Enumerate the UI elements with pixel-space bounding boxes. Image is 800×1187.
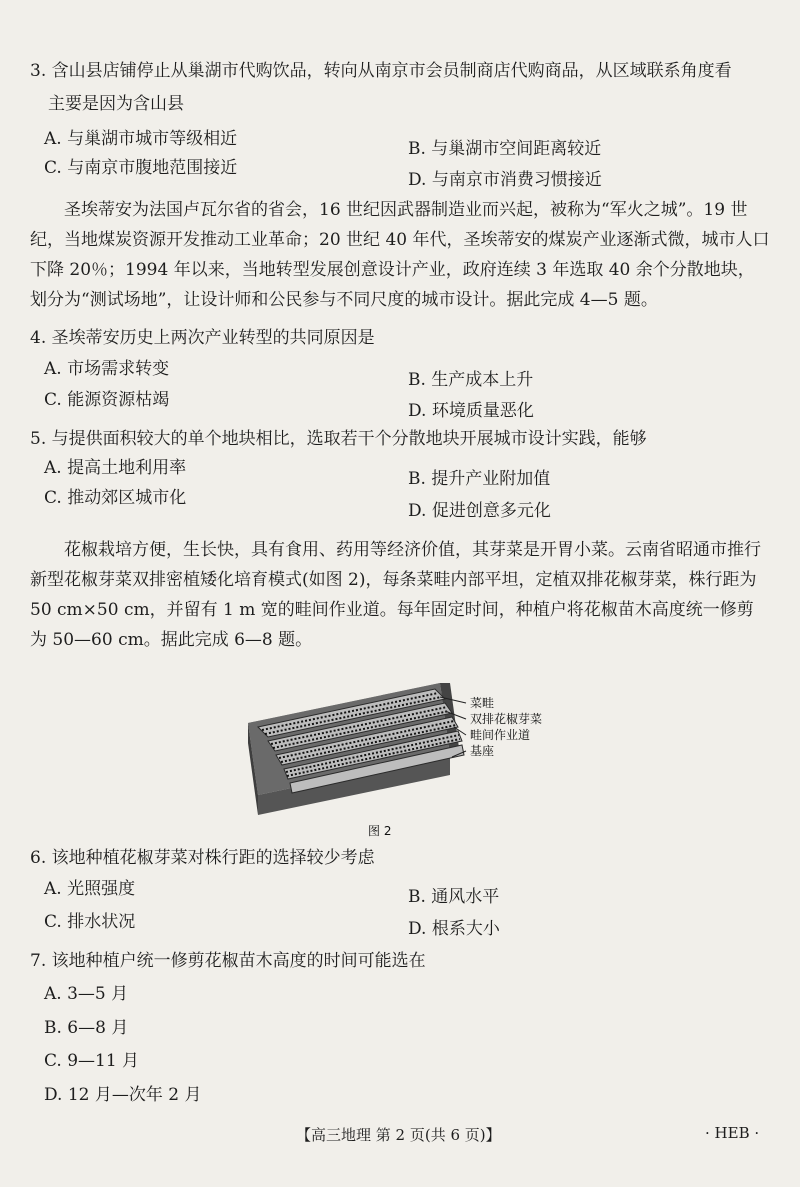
q7-option-c[interactable]: C. 9—11 月 bbox=[44, 1051, 140, 1071]
q5-option-d[interactable]: D. 促进创意多元化 bbox=[408, 501, 551, 521]
q4-stem: 4. 圣埃蒂安历史上两次产业转型的共同原因是 bbox=[30, 328, 375, 348]
figure-caption: 图 2 bbox=[368, 824, 392, 838]
q3-option-c[interactable]: C. 与南京市腹地范围接近 bbox=[44, 158, 238, 178]
q5-option-b[interactable]: B. 提升产业附加值 bbox=[408, 469, 551, 489]
q3-stem-line2: 主要是因为含山县 bbox=[48, 94, 184, 114]
q6-option-b[interactable]: B. 通风水平 bbox=[408, 887, 500, 907]
q4-option-a[interactable]: A. 市场需求转变 bbox=[44, 359, 170, 379]
q7-option-a[interactable]: A. 3—5 月 bbox=[44, 984, 129, 1004]
q7-stem: 7. 该地种植户统一修剪花椒苗木高度的时间可能选在 bbox=[30, 951, 426, 971]
exam-code: · HEB · bbox=[705, 1124, 760, 1142]
label-double-row-sprouts: 双排花椒芽菜 bbox=[470, 712, 543, 726]
q4-option-b[interactable]: B. 生产成本上升 bbox=[408, 370, 534, 390]
q5-option-a[interactable]: A. 提高土地利用率 bbox=[44, 458, 187, 478]
label-base: 基座 bbox=[470, 744, 495, 758]
q6-option-c[interactable]: C. 排水状况 bbox=[44, 912, 136, 932]
q5-stem: 5. 与提供面积较大的单个地块相比，选取若干个分散地块开展城市设计实践，能够 bbox=[30, 429, 647, 449]
label-bed: 菜畦 bbox=[470, 696, 495, 710]
q6-stem: 6. 该地种植花椒芽菜对株行距的选择较少考虑 bbox=[30, 848, 375, 868]
q3-stem-line1: 3. 含山县店铺停止从巢湖市代购饮品，转向从南京市会员制商店代购商品，从区域联系角度看 bbox=[30, 61, 732, 81]
passage-pepper-sprouts: 花椒栽培方便，生长快，具有食用、药用等经济价值，其芽菜是开胃小菜。云南省昭通市推行新型花椒芽菜双排密植矮化培育模式(如图 2)，每条菜畦内部平坦，定植双排花椒芽菜，株行距为 50 cm×50 cm，并留有 1 m 宽的畦间作业道。每年固定时间，种植户将花椒苗木高度统一修剪为 50—60 cm。据此完成 6—8 题。 bbox=[30, 540, 761, 650]
q7-option-d[interactable]: D. 12 月—次年 2 月 bbox=[44, 1085, 202, 1105]
q7-option-b[interactable]: B. 6—8 月 bbox=[44, 1018, 129, 1038]
passage-saint-etienne: 圣埃蒂安为法国卢瓦尔省的省会，16 世纪因武器制造业而兴起，被称为“军火之城”。19 世纪，当地煤炭资源开发推动工业革命；20 世纪 40 年代，圣埃蒂安的煤炭产业逐渐式微，城市人口下降 20％；1994 年以来，当地转型发展创意设计产业，政府连续 3 年选取 40 余个分散地块，划分为“测试场地”，让设计师和公民参与不同尺度的城市设计。据此完成 4—5 题。 bbox=[30, 200, 770, 310]
q4-option-d[interactable]: D. 环境质量恶化 bbox=[408, 401, 534, 421]
q6-option-d[interactable]: D. 根系大小 bbox=[408, 919, 500, 939]
q6-option-a[interactable]: A. 光照强度 bbox=[44, 879, 136, 899]
page-number-label: 【高三地理 第 2 页(共 6 页)】 bbox=[296, 1126, 501, 1144]
q5-option-c[interactable]: C. 推动郊区城市化 bbox=[44, 488, 187, 508]
q3-option-b[interactable]: B. 与巢湖市空间距离较近 bbox=[408, 139, 602, 159]
q3-option-d[interactable]: D. 与南京市消费习惯接近 bbox=[408, 170, 602, 190]
q3-option-a[interactable]: A. 与巢湖市城市等级相近 bbox=[44, 129, 238, 149]
label-work-path: 畦间作业道 bbox=[470, 728, 531, 742]
figure-2-diagram bbox=[240, 675, 570, 840]
q4-option-c[interactable]: C. 能源资源枯竭 bbox=[44, 390, 170, 410]
